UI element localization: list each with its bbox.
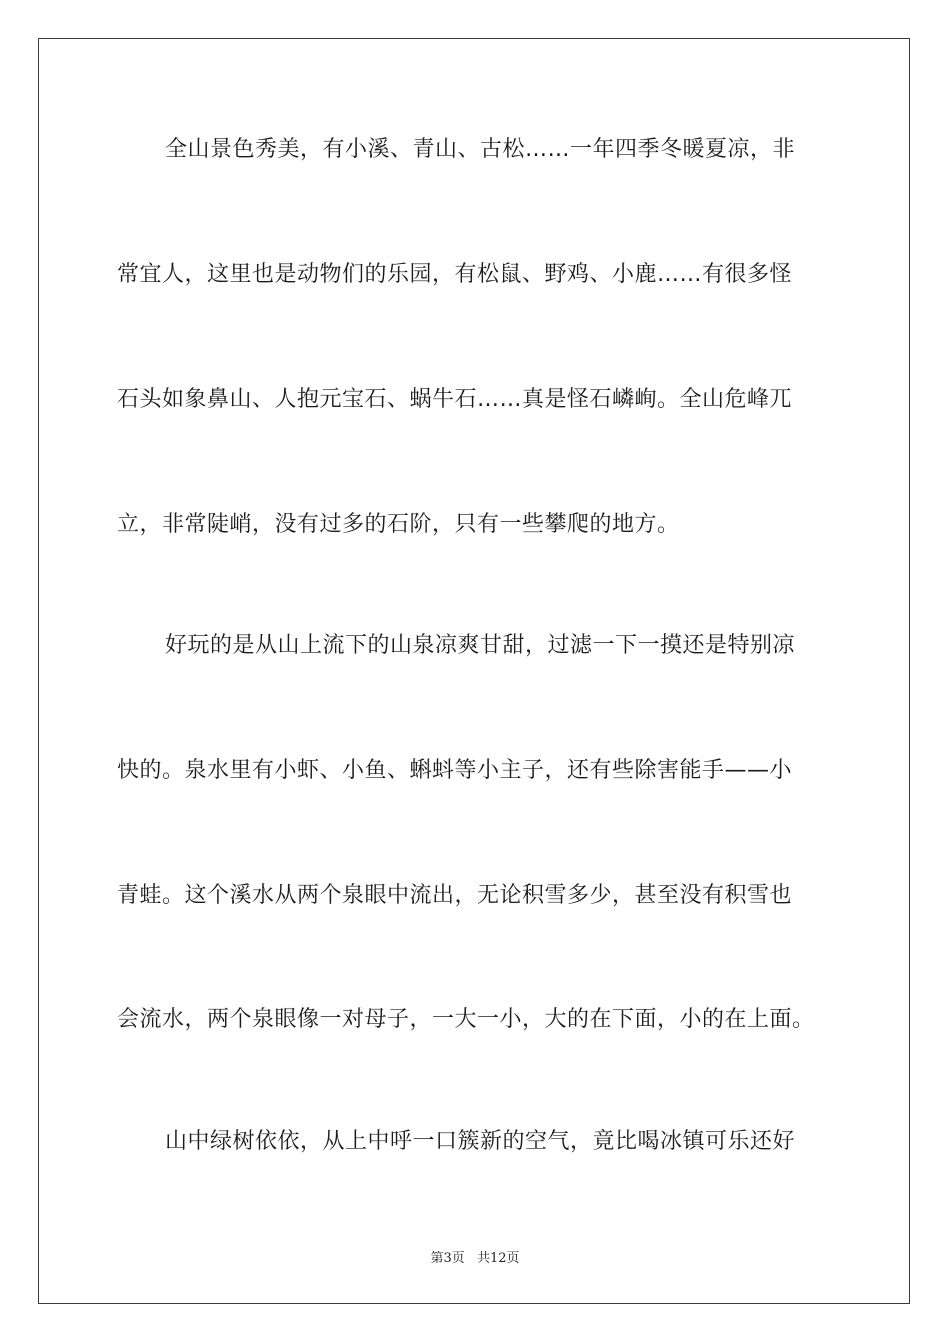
text-line: 全山景色秀美，有小溪、青山、古松……一年四季冬暖夏凉，非: [165, 137, 796, 162]
text-line: 石头如象鼻山、人抱元宝石、蜗牛石……真是怪石嶙峋。全山危峰兀: [117, 387, 793, 412]
page-footer: [0, 1247, 950, 1266]
text-line: 常宜人，这里也是动物们的乐园，有松鼠、野鸡、小鹿……有很多怪: [117, 262, 793, 287]
text-line: 青蛙。这个溪水从两个泉眼中流出，无论积雪多少，甚至没有积雪也: [117, 883, 793, 908]
text-line: 山中绿树依依，从上中呼一口簇新的空气，竟比喝冰镇可乐还好: [165, 1129, 796, 1154]
text-line: 快的。泉水里有小虾、小鱼、蝌蚪等小主子，还有些除害能手——小: [117, 758, 793, 783]
text-line: 会流水，两个泉眼像一对母子，一大一小，大的在下面，小的在上面。: [117, 1007, 815, 1032]
page-total: 共12页: [476, 1251, 520, 1266]
page-border: [38, 38, 910, 1304]
page-number: 第3页: [430, 1251, 465, 1266]
text-line: 好玩的是从山上流下的山泉凉爽甘甜，过滤一下一摸还是特别凉: [165, 633, 796, 658]
text-line: 立，非常陡峭，没有过多的石阶，只有一些攀爬的地方。: [117, 512, 680, 537]
